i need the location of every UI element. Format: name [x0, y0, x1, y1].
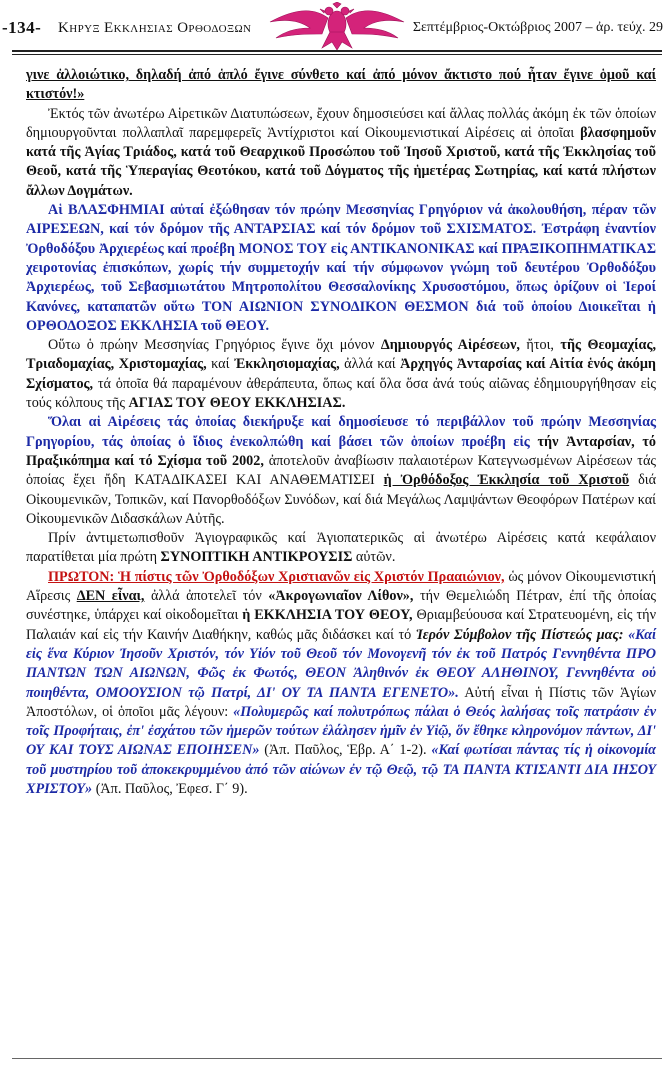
text-span: Οὕτω ὁ πρώην Μεσσηνίας Γρηγόριος ἔγινε ὄχι μόνον: [48, 337, 381, 354]
text-span: ΔΕΝ εἶναι,: [76, 588, 145, 605]
text-span: βλασφημοῦν κατά τῆς Ἁγίας Τριάδος, κατά τοῦ Θεαρχικοῦ Προσώπου τοῦ Ἰησοῦ Χριστοῦ, κατά τῆς Ἐκκλησίας τοῦ Θεοῦ,: [26, 124, 656, 180]
text-span: ἡ ΕΚΚΛΗΣΙΑ ΤΟΥ ΘΕΟΥ,: [242, 607, 413, 624]
text-span: Ἐκτός τῶν ἀνωτέρω Αἱρετικῶν Διατυπώσεων, ἔχουν δημοσιεύσει καί ἄλλας πολλάς ἀκόμη ἐκ τῶν ὁποίων δημιουργοῦνται πολλαπλαῖ παρεμφερεῖς Ἀντίχριστοι καί Οἰκουμενιστικαί Αἱρέσεις αἱ ὁποῖαι: [26, 105, 656, 141]
double-headed-eagle-icon: [262, 2, 412, 52]
text-span: Αἱ ΒΛΑΣΦΗΜΙΑΙ αὐταί ἐξώθησαν τόν πρώην Μεσσηνίας Γρηγόριον νά ἀκολουθήση, πέραν τῶν ΑΙΡΕΣΕΩΝ, καί τόν δρόμον τῆς ΑΝΤΑΡΣΙΑΣ καί τόν δρόμον τοῦ ΣΧΙΣΜΑΤΟΣ. Ἐστράφη ἐναντίον Ὀρθοδόξου Ἀρχιερέως καί προέβη ΜΟΝΟΣ ΤΟΥ εἰς ΑΝΤΙΚΑΝΟΝΙΚΑΣ καί ΠΡΑΞΙΚΟΠΗΜΑΤΙΚΑΣ χειροτονίας ἐπισκόπων, χωρίς τήν συμμετοχήν καί τήν σύμφωνον γνώμη τοῦ δευτέρου Ὀρθοδόξου Ἀρχιερέως, τοῦ Σεβασμιωτάτου Μητροπολίτου Θεσσαλονίκης Χρυσοστόμου, ὅπως ὁρίζουν οἱ Ἱεροί Κανόνες, καταπατῶν οὕτω ΤΟΝ ΑΙΩΝΙΟΝ ΣΥΝΟΔΙΚΟΝ ΘΕΣΜΟΝ διά τοῦ ὁποίου Διοικεῖται ἡ ΟΡΘΟΔΟΞΟΣ ΕΚΚΛΗΣΙΑ τοῦ ΘΕΟΥ.: [26, 202, 656, 334]
text-span: ΠΡΩΤΟΝ: Ἡ πίστις τῶν Ὀρθοδόξων Χριστιανῶν εἰς Χριστόν Πρααιώνιον,: [48, 568, 505, 585]
text-span: Ἐκκλησιομαχίας,: [233, 356, 340, 373]
paragraph-4: [26, 336, 656, 413]
text-span: «Καί εἰς ἕνα Κύριον Ἰησοῦν Χριστόν, τόν Υἱόν τοῦ Θεοῦ τόν Μονογενῆ τόν ἐκ τοῦ Πατρός Γεννηθέντα ΠΡΟ ΠΑΝΤΩΝ ΤΩΝ ΑΙΩΝΩΝ, Φῶς ἐκ Φωτός, ΘΕΟΝ Ἀληθινόν ἐκ ΘΕΟΥ ΑΛΗΘΙΝΟΥ, Γεννηθέντα οὐ ποιηθέντα, ΟΜΟΟΥΣΙΟΝ τῷ Πατρί, ΔΙ' ΟΥ ΤΑ ΠΑΝΤΑ ΕΓΕΝΕΤΟ».: [26, 626, 656, 701]
text-span: ΑΓΙΑΣ ΤΟΥ ΘΕΟΥ ΕΚΚΛΗΣΙΑΣ.: [128, 395, 346, 412]
text-span: Ὅλαι αἱ Αἱρέσεις τάς ὁποίας διεκήρυξε καί δημοσίευσε τό περιβάλλον τοῦ πρώην Μεσσηνίας Γρηγορίου, τάς ὁποίας ὁ ἴδιος ἐνεκολπώθη καί βάσει τῶν ὁποίων προέβη εἰς: [26, 414, 656, 450]
text-span: «Ἀκρογωνιαῖον Λίθον»,: [268, 588, 414, 605]
text-span: Αὐτή εἶναι ἡ Πίστις τῶν Ἁγίων Ἀποστόλων, οἱ ὁποῖοι μᾶς λέγουν:: [26, 684, 656, 720]
text-span: (Ἀπ. Παῦλος, Ἐφεσ. Γ΄ 9).: [92, 780, 248, 797]
header-rule: [12, 50, 662, 52]
text-span: Ἱερόν Σύμβολον τῆς Πίστεώς μας:: [415, 626, 624, 643]
text-span: ἀλλά καί: [339, 356, 401, 373]
text-span: Ἀρχηγός Ἀνταρσίας καί Αἰτία ἑνός ἀκόμη Σχίσματος,: [26, 356, 656, 392]
text-span: ἀποτελοῦν ἀναβίωσιν παλαιοτέρων Κατεγνωσμένων Αἱρέσεων τάς ὁποίας ἔχει ἤδη ΚΑΤΑΔΙΚΑΣΕΙ ΚΑΙ ΑΝΑΘΕΜΑΤΙΣΕΙ: [26, 452, 656, 489]
text-span: τῆς Θεομαχίας, Τριαδομαχίας, Χριστομαχίας,: [26, 337, 656, 373]
text-span: Θριαμβεύουσα καί Στρατευομένη, εἰς τήν Παλαιάν καί εἰς τήν Καινήν Διαθήκην, καθώς μᾶς διδάσκει καί τό: [26, 607, 656, 643]
magazine-title: Κηρυξ Εκκλησιας Ορθοδοξων: [58, 20, 252, 36]
paragraph-7: [26, 568, 656, 800]
article-body: [26, 66, 656, 799]
text-span: «Πολυμερῶς καί πολυτρόπως πάλαι ὁ Θεός λαλήσας τοῖς πατράσιν ἐν τοῖς Προφήταις, ἐπ' ἐσχάτου τῶν ἡμερῶν τούτων ἐλάλησεν ἡμῖν ἐν Υἱῷ, ὅν ἔθηκε κληρονόμον πάντων, ΔΙ' ΟΥ ΚΑΙ ΤΟΥΣ ΑΙΩΝΑΣ ΕΠΟΙΗΣΕΝ»: [26, 703, 656, 759]
text-span: (Ἀπ. Παῦλος, Ἑβρ. Α΄ 1-2).: [259, 742, 432, 759]
paragraph-1: [26, 66, 656, 105]
text-span: αὐτῶν.: [352, 549, 396, 566]
paragraph-6: [26, 529, 656, 568]
text-span: «Καί φωτίσαι πάντας τίς ἡ οἰκονομία τοῦ μυστηρίου τοῦ ἀποκεκρυμμένου ἀπό τῶν αἰώνων ἐν τῷ Θεῷ, τῷ ΤΑ ΠΑΝΤΑ ΚΤΙΣΑΝΤΙ ΔΙΑ ΙΗΣΟΥ ΧΡΙΣΤΟΥ»: [26, 742, 657, 797]
text-span: κατά τῆς Ὑπεραγίας Θεοτόκου, κατά τοῦ Δόγματος τῆς ἡμετέρας Σωτηρίας, καί κατά πλήστων ἄλλων Δογμάτων.: [26, 163, 656, 199]
header-rule-thin: [12, 54, 662, 55]
paragraph-3: [26, 201, 656, 336]
text-span: διά Οἰκουμενικῶν, Τοπικῶν, καί Πανορθοδόξων Συνόδων, καί διά Μεγάλως Λαμψάντων Θεοφόρων Πατέρων καί Οἰκουμενικῶν Διδασκάλων Αὐτῆς.: [26, 472, 656, 527]
text-span: καί: [206, 356, 234, 373]
text-span: τήν Ἀνταρσίαν, τό Πραξικόπημα καί τό Σχίσμα τοῦ 2002,: [26, 433, 656, 469]
issue-date: Σεπτέμβριος-Οκτώβριος 2007 – ἀρ. τεύχ. 29: [412, 20, 663, 35]
paragraph-5: [26, 413, 656, 529]
text-span: τά ὁποῖα θά παραμένουν ἀθεράπευτα, ὅπως καί ὅλα ὅσα ἀνά τούς αἰῶνας ἐδημιουργήθησαν εἰς τούς κόλπους τῆς: [26, 375, 656, 412]
text-span: τήν Θεμελιώδη Πέτραν, ἐπί τῆς ὁποίας συνέστηκε, ὑπάρχει καί οἰκοδομεῖται: [26, 588, 656, 624]
text-span: Πρίν ἀντιμετωπισθοῦν Ἁγιογραφικῶς καί Ἁγιοπατερικῶς αἱ ἀνωτέρω Αἱρέσεις κατά κεφάλαιον παρατίθεται μία πρώτη: [26, 530, 656, 566]
text-span: ἀλλά ἀποτελεῖ τόν: [144, 588, 269, 605]
text-span: ΣΥΝΟΠΤΙΚΗ ΑΝΤΙΚΡΟΥΣΙΣ: [160, 549, 353, 566]
page-number: -134-: [2, 18, 42, 37]
text-span: ὡς μόνον Οἰκουμενιστική Αἵρεσις: [26, 568, 656, 605]
paragraph-2: [26, 105, 656, 201]
text-span: γινε ἀλλοιώτικο, δηλαδή ἀπό ἁπλό ἔγινε σύνθετο καί ἀπό μόνον ἄκτιστο πού ἦταν ἔγινε ὁμοῦ καί κτιστόν!»: [26, 67, 656, 103]
footer-rule: [12, 1058, 662, 1059]
text-span: ἡ Ὀρθόδοξος Ἐκκλησία τοῦ Χριστοῦ: [383, 472, 630, 489]
text-span: Δημιουργός Αἱρέσεων,: [380, 337, 520, 354]
text-span: ἤτοι,: [519, 337, 561, 354]
